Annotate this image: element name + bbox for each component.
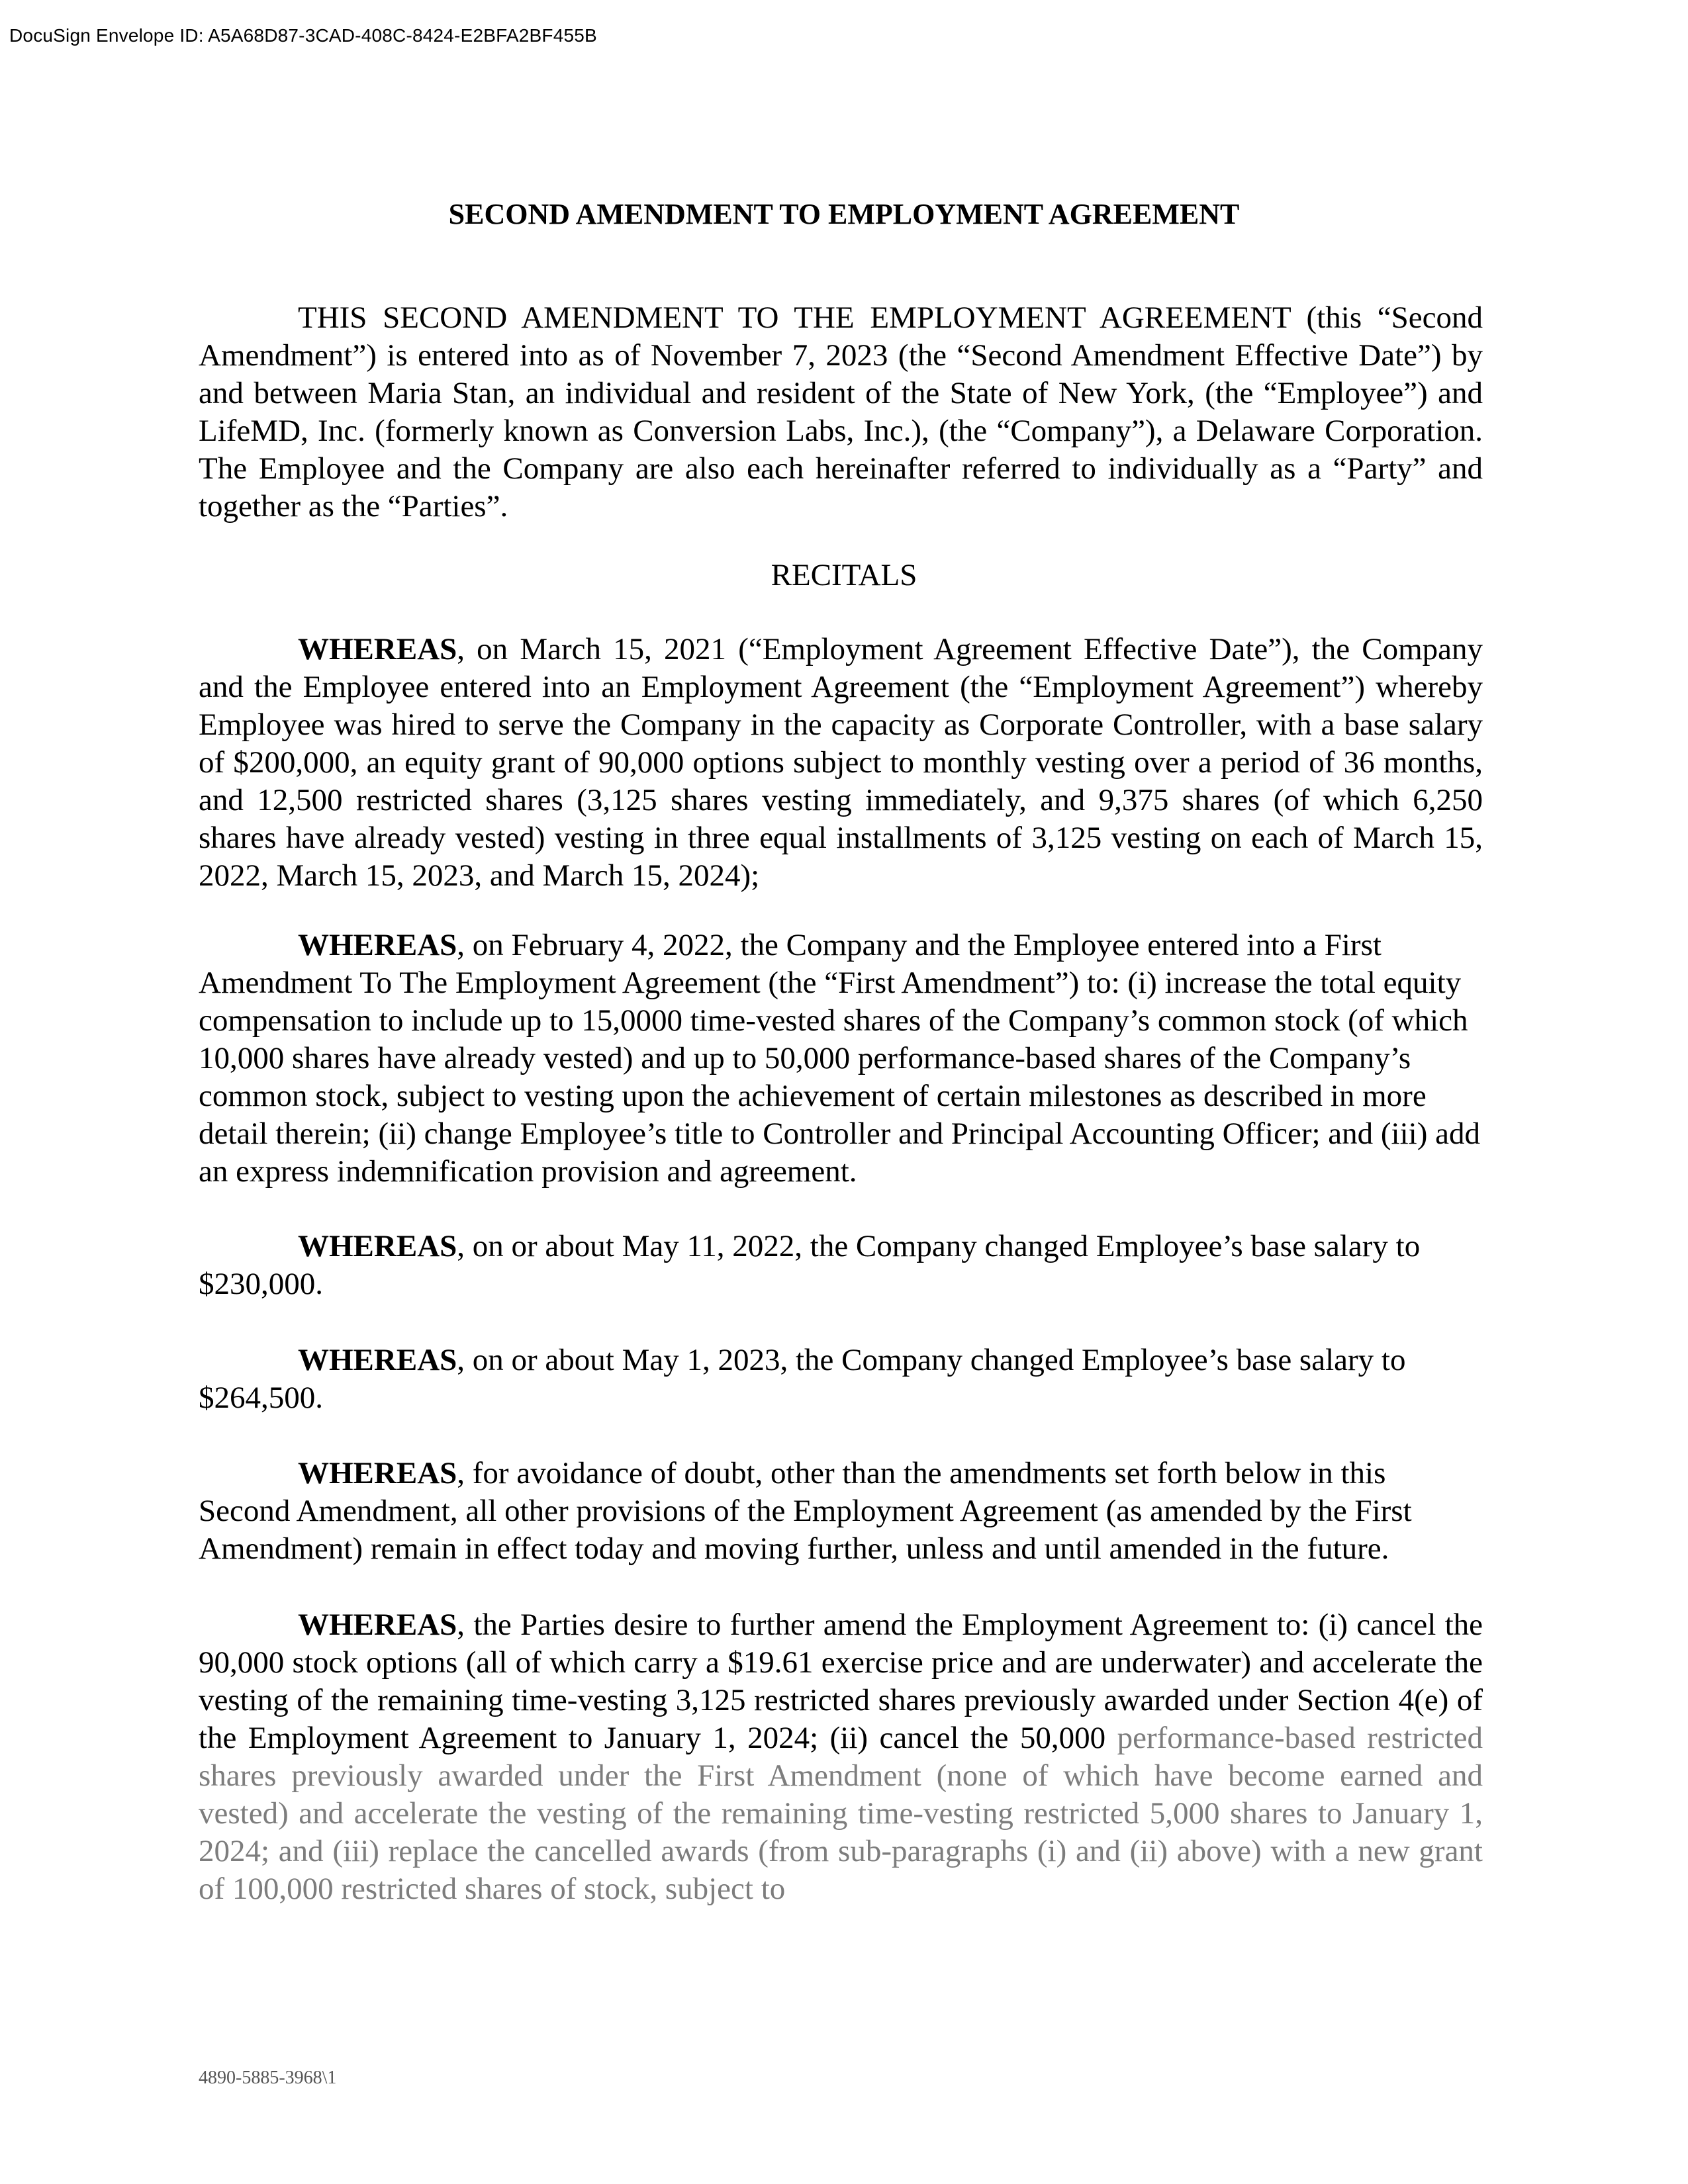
footer-document-id: 4890-5885-3968\1 <box>199 2068 337 2088</box>
recital-text-6: , the Parties desire to further amend the Employment Agreement to: (i) cancel the 90,000 stock options (all of which carry a $19.61 exercise price and are underwater) and accelerate the vesting of the remaining time-vesting 3,125 restricted shares previously awarded under Section 4(e) of the Employment Agreement to January 1, 2024; (ii) cancel the 50,000 <box>199 1608 1483 1755</box>
recital-text-6-continued: performance-based restricted shares previously awarded under the First Amendment (none of which have become earned and vested) and accelerate the vesting of the remaining time-vesting restricted 5,000 shares to January 1, 2024; and (iii) replace the cancelled awards (from sub-paragraphs (i) and (ii) above) with a new grant of 100,000 restricted shares of stock, subject to <box>199 1721 1483 1906</box>
document-title: SECOND AMENDMENT TO EMPLOYMENT AGREEMENT <box>448 198 1240 230</box>
recital-paragraph-6 <box>199 1606 1483 1908</box>
recital-text-3: , on or about May 11, 2022, the Company changed Employee’s base salary to $230,000. <box>199 1229 1421 1301</box>
recital-paragraph-5 <box>199 1455 1483 1568</box>
recital-text-4: , on or about May 1, 2023, the Company changed Employee’s base salary to $264,500. <box>199 1343 1406 1415</box>
whereas-label: WHEREAS <box>298 1343 457 1377</box>
recital-text-5: , for avoidance of doubt, other than the amendments set forth below in this Second Amendment, all other provisions of the Employment Agreement (as amended by the First Amendment) remain in effect today and moving further, unless and until amended in the future. <box>199 1456 1412 1566</box>
whereas-label: WHEREAS <box>298 1456 457 1490</box>
whereas-label: WHEREAS <box>298 1229 457 1263</box>
recital-text-1: , on March 15, 2021 (“Employment Agreement Effective Date”), the Company and the Employee entered into an Employment Agreement (the “Employment Agreement”) whereby Employee was hired to serve the Company in the capacity as Corporate Controller, with a base salary of $200,000, an equity grant of 90,000 options subject to monthly vesting over a period of 36 months, and 12,500 restricted shares (3,125 shares vesting immediately, and 9,375 shares (of which 6,250 shares have already vested) vesting in three equal installments of 3,125 vesting on each of March 15, 2022, March 15, 2023, and March 15, 2024); <box>199 632 1483 893</box>
recital-paragraph-3 <box>199 1228 1483 1303</box>
whereas-label: WHEREAS <box>298 1608 457 1642</box>
recital-paragraph-2 <box>199 927 1483 1191</box>
whereas-label: WHEREAS <box>298 632 457 666</box>
docusign-envelope-id: DocuSign Envelope ID: A5A68D87-3CAD-408C-8424-E2BFA2BF455B <box>9 25 597 46</box>
recitals-heading: RECITALS <box>771 558 917 592</box>
recital-paragraph-4 <box>199 1342 1483 1417</box>
recital-paragraph-1 <box>199 631 1483 895</box>
whereas-label: WHEREAS <box>298 928 457 962</box>
recital-text-2: , on February 4, 2022, the Company and the Employee entered into a First Amendment To The Employment Agreement (the “First Amendment”) to: (i) increase the total equity compensation to include up to 15,0000 time-vested shares of the Company’s common stock (of which 10,000 shares have already vested) and up to 50,000 performance-based shares of the Company’s common stock, subject to vesting upon the achievement of certain milestones as described in more detail therein; (ii) change Employee’s title to Controller and Principal Accounting Officer; and (iii) add an express indemnification provision and agreement. <box>199 928 1480 1189</box>
intro-paragraph: THIS SECOND AMENDMENT TO THE EMPLOYMENT AGREEMENT (this “Second Amendment”) is entered into as of November 7, 2023 (the “Second Amendment Effective Date”) by and between Maria Stan, an individual and resident of the State of New York, (the “Employee”) and LifeMD, Inc. (formerly known as Conversion Labs, Inc.), (the “Company”), a Delaware Corporation. The Employee and the Company are also each hereinafter referred to individually as a “Party” and together as the “Parties”. <box>199 300 1483 523</box>
